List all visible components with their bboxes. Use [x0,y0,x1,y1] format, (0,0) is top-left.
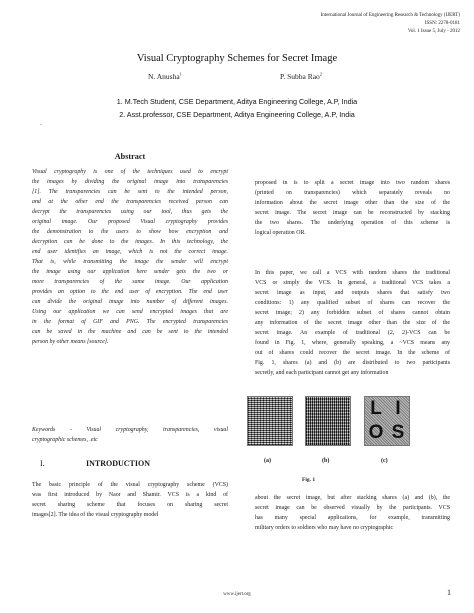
text-line: person by other means [source]. [32,339,109,345]
text-line: secret sharing scheme that focuses on sharing secret [32,502,228,508]
text-line: Using our application we can send encrypted images that are [32,309,228,315]
affiliation-1: 1. M.Tech Student, CSE Department, Aditya Engineering College, A.P, India [116,97,358,106]
paper-title: Visual Cryptography Schemes for Secret Image [136,53,338,64]
stray-mark: - [40,122,42,128]
revealed-letter: I [395,398,401,419]
text-line: the demonstration to the users to show how encryption and [32,229,228,235]
text-line: and at the other end the transparencies received person can [32,199,228,205]
figure-label-b: (b) [322,458,330,464]
figure-label-c: (c) [381,458,388,464]
text-line: The basic principle of the visual cryptography scheme (VCS) [32,482,228,488]
text-line: more transparencies of the same image. Our application [32,279,228,285]
author-1 [148,72,182,81]
text-line: proposed in is to split a secret image into two random shares [255,180,450,186]
figure-stacked-result [364,396,410,446]
author-2-name: P. Subba Rao [280,72,320,81]
text-line: about the secret image, but after stacking shares (a) and (b), the [255,495,450,501]
text-line: images[2]. The idea of the visual cryptography model [32,512,159,518]
author-2 [280,72,322,81]
author-1-name: N. Anusha [148,72,180,81]
text-line: any information of the secret image other than the size of the [255,320,450,326]
section-title: INTRODUCTION [86,459,151,468]
text-line: secret image. An example of traditional (2, 2)-VCS can be [255,330,450,336]
page-number: 1 [447,588,451,597]
text-line: military orders to soldiers who may have no cryptographic [255,525,394,531]
text-line: secret image; 2) any forbidden subset of shares cannot obtain [255,310,450,316]
text-line: can divide the original image into number of different images. [32,299,228,305]
introduction-body [32,480,228,520]
footer-url: www.ijert.org [223,592,251,597]
text-line: provides an option to the end user of encryption. The end user [32,289,228,295]
keywords [32,425,228,445]
text-line: cryptographic schemes, .etc [32,437,98,443]
text-line: conditions: 1) any qualified subset of shares can recover the [255,300,450,306]
text-line: secret image. The secret image can be reconstructed by stacking [255,210,450,216]
text-line: logical operation OR. [255,230,306,236]
text-line: secretly, and each participant cannot get any information [255,370,389,376]
figure-label-a: (a) [264,458,271,464]
revealed-letter: O [368,422,384,443]
text-line: information about the secret image other than the size of the [255,200,450,206]
text-line: Visual cryptography is one of the techniques used to encrypt [32,169,228,175]
figure-share-b [305,396,351,446]
revealed-letter: S [391,422,405,443]
text-line: [1]. The transparencies can be sent to the intended person, [32,189,228,195]
text-line: in the format of GIF and PNG. The encrypted transparencies [32,319,228,325]
right-column-paragraph-2 [255,268,450,378]
text-line: found in Fig. 1, where, generally speaking, a ~VCS means any [255,340,450,346]
revealed-letter: L [370,398,382,419]
text-line: In this paper, we call a VCS with random shares the traditional [255,270,450,276]
text-line: Fig. 1, shares (a) and (b) are distributed to two participants [255,360,450,366]
text-line: the two shares. The underlying operation of this scheme is [255,220,450,226]
text-line: That is, while transmitting the image the sender will encrypt [32,259,228,265]
text-line: VCS or simply the VCS. In general, a traditional VCS takes a [255,280,450,286]
journal-name: International Journal of Engineering Research & Technology (IJERT) [320,13,460,18]
text-line: decryption can be done to the images. In this technology, the [32,239,228,245]
text-line: end user identifies an image, which is not the correct image. [32,249,228,255]
figure-share-a [247,396,293,446]
text-line: decrypt the transparencies using our tool, thus gets the [32,209,228,215]
text-line: out of shares could recover the secret image. In the scheme of [255,350,450,356]
text-line: secret image as input, and outputs shares that satisfy two [255,290,450,296]
affiliation-2: 2. Asst.professor, CSE Department, Aditya Engineering College, A.P, India [119,110,355,119]
text-line: Keywords - Visual cryptography, transparencies, visual [32,427,228,433]
abstract-body [32,167,228,347]
journal-volume: Vol. 1 Issue 5, July - 2012 [407,29,460,34]
figure-caption: Fig. 1 [302,477,316,483]
text-line: can be saved in the machine and can be sent to the intended [32,329,228,335]
journal-issn: ISSN: 2278-0181 [424,21,460,26]
text-line: has many special applications, for example, transmitting [255,515,450,521]
text-line: original image. Our proposed Visual cryptography provides [32,219,228,225]
right-column-paragraph-1 [255,178,450,238]
text-line: the images by dividing the original image into transparencies [32,179,228,185]
text-line: (printed on transparencies) which separately reveals no [255,190,450,196]
section-number: I. [40,459,45,468]
author-1-mark: 1 [179,71,182,77]
text-line: was first introduced by Naor and Shamir. VCS is a kind of [32,492,228,498]
text-line: secret image can be observed visually by the participants. VCS [255,505,450,511]
text-line: the image using our application here sender gets the two or [32,269,228,275]
abstract-heading: Abstract [114,152,146,161]
author-2-mark: 2 [319,71,323,77]
right-column-paragraph-3 [255,493,450,533]
